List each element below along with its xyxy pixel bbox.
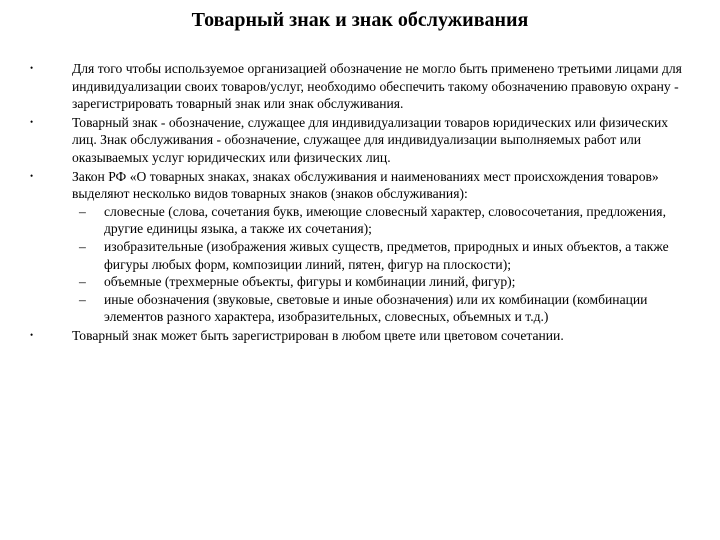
sub-item-text: словесные (слова, сочетания букв, имеющие словесный характер, словосочетания, предложения, другие единицы языка, а также их сочетания);	[104, 203, 666, 237]
bullet-list	[30, 60, 694, 346]
dash-icon: –	[79, 291, 86, 307]
dash-icon: –	[79, 238, 86, 254]
sub-item-other	[72, 291, 694, 326]
bullet-text: Товарный знак может быть зарегистрирован в любом цвете или цветовом сочетании.	[72, 327, 564, 343]
sub-list	[72, 203, 694, 326]
bullet-text: Товарный знак - обозначение, служащее для индивидуализации товаров юридических или физических лиц. Знак обслуживания - обозначение, служащее для индивидуализации выполняемых работ или оказываемых услуг юридических или физических лиц.	[72, 114, 669, 165]
bullet-icon: •	[30, 63, 34, 73]
dash-icon: –	[79, 274, 86, 290]
sub-item-text: изобразительные (изображения живых существ, предметов, природных и иных объектов, а также фигуры любых форм, композиции линий, пятен, фигур на плоскости);	[104, 238, 669, 272]
bullet-text: Для того чтобы используемое организацией обозначение не могло быть применено третьими лицами для индивидуализации своих товаров/услуг, необходимо обеспечить такому обозначению правовую охрану - зарегистрировать товарный знак или знак обслуживания.	[72, 61, 682, 112]
sub-item-text: объемные (трехмерные объекты, фигуры и комбинации линий, фигур);	[104, 274, 516, 290]
sub-item-text: иные обозначения (звуковые, световые и иные обозначения) или их комбинации (комбинации элементов разного характера, изобразительных, словесных, объемных и т.д.)	[104, 291, 648, 325]
bullet-item-4	[30, 327, 694, 345]
dash-icon: –	[79, 203, 86, 219]
bullet-icon: •	[30, 170, 34, 181]
bullet-icon: •	[30, 116, 34, 127]
slide-title: Товарный знак и знак обслуживания	[191, 9, 529, 31]
bullet-item-3	[30, 168, 694, 326]
sub-item-volumetric	[72, 273, 694, 291]
sub-item-figurative	[72, 238, 694, 273]
bullet-item-1	[30, 60, 694, 113]
bullet-item-2	[30, 114, 694, 167]
bullet-icon: •	[30, 329, 34, 340]
sub-item-verbal	[72, 203, 694, 238]
bullet-text: Закон РФ «О товарных знаках, знаках обслуживания и наименованиях мест происхождения товаров» выделяют несколько видов товарных знаков (знаков обслуживания):	[72, 168, 659, 202]
